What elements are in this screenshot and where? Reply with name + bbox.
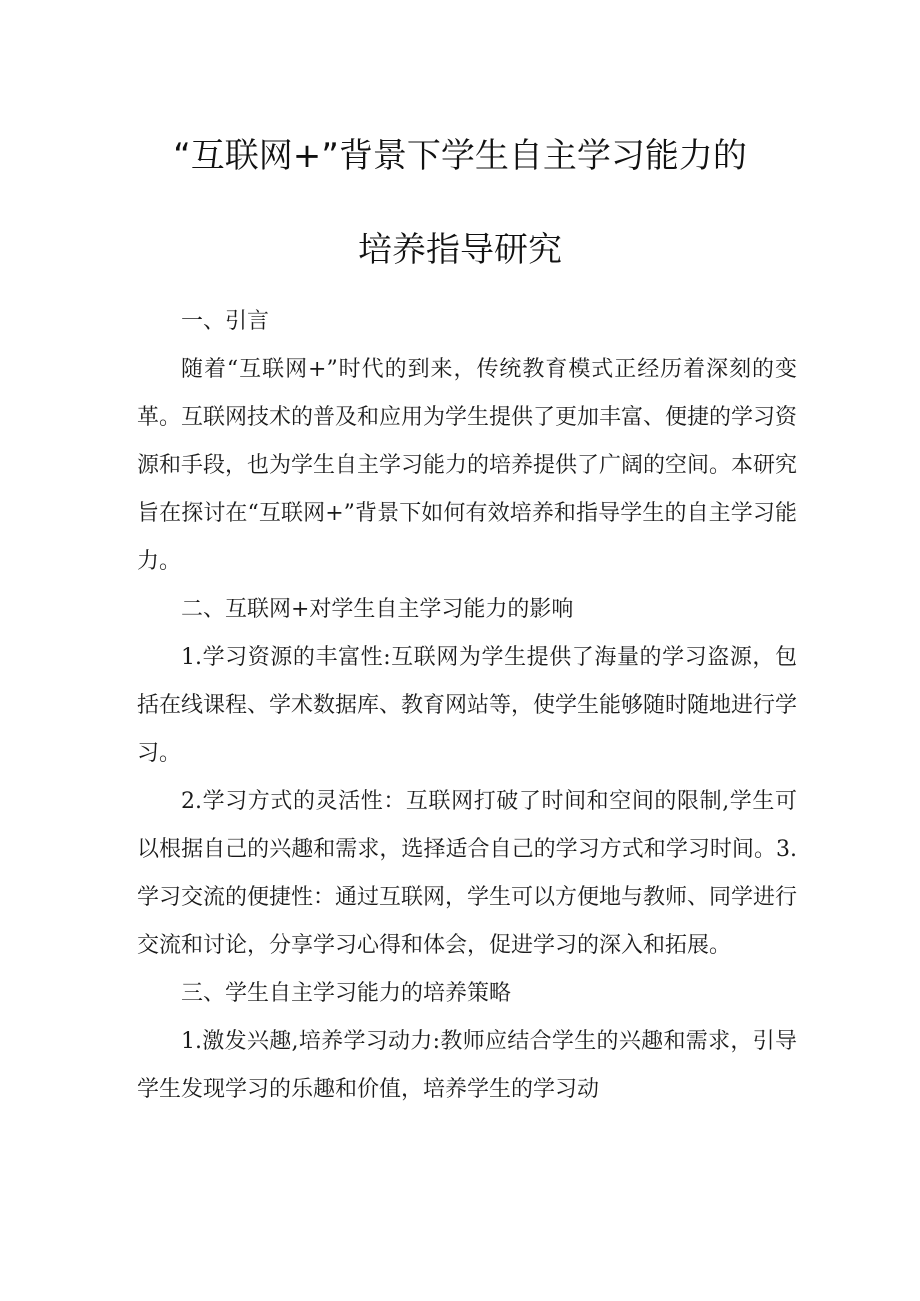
section-heading-introduction: 一、引言 [181, 309, 270, 334]
paragraph-learning-flexibility: 2.学习方式的灵活性：互联网打破了时间和空间的限制,学生可以根据自己的兴趣和需求，选择适合自己的学习方式和学习时间。3.学习交流的便捷性：通过互联网，学生可以方便地与教师、同学进行交流和讨论，分享学习心得和体会，促进学习的深入和拓展。 [137, 789, 798, 958]
paragraph-stimulate-interest: 1.激发兴趣,培养学习动力:教师应结合学生的兴趣和需求，引导学生发现学习的乐趣和价值，培养学生的学习动 [137, 1029, 797, 1102]
paragraph-resource-richness: 1.学习资源的丰富性:互联网为学生提供了海量的学习盗源，包括在线课程、学术数据库、教育网站等，使学生能够随时随地进行学习。 [137, 645, 798, 766]
section-heading-internet-impact: 二、互联网+对学生自主学习能力的影响 [181, 597, 574, 622]
document-title-line-1: “互联网+”背景下学生自主学习能力的 [173, 136, 747, 176]
document-body [137, 298, 797, 1114]
paragraph-introduction: 随着“互联网+”时代的到来，传统教育模式正经历着深刻的变革。互联网技术的普及和应用为学生提供了更加丰富、便捷的学习资源和手段，也为学生自主学习能力的培养提供了广阔的空间。本研究旨在探讨在“互联网+”背景下如何有效培养和指导学生的自主学习能力。 [137, 357, 798, 574]
document-title-line-2: 培养指导研究 [358, 230, 562, 270]
section-heading-cultivation-strategy: 三、学生自主学习能力的培养策略 [181, 981, 512, 1006]
